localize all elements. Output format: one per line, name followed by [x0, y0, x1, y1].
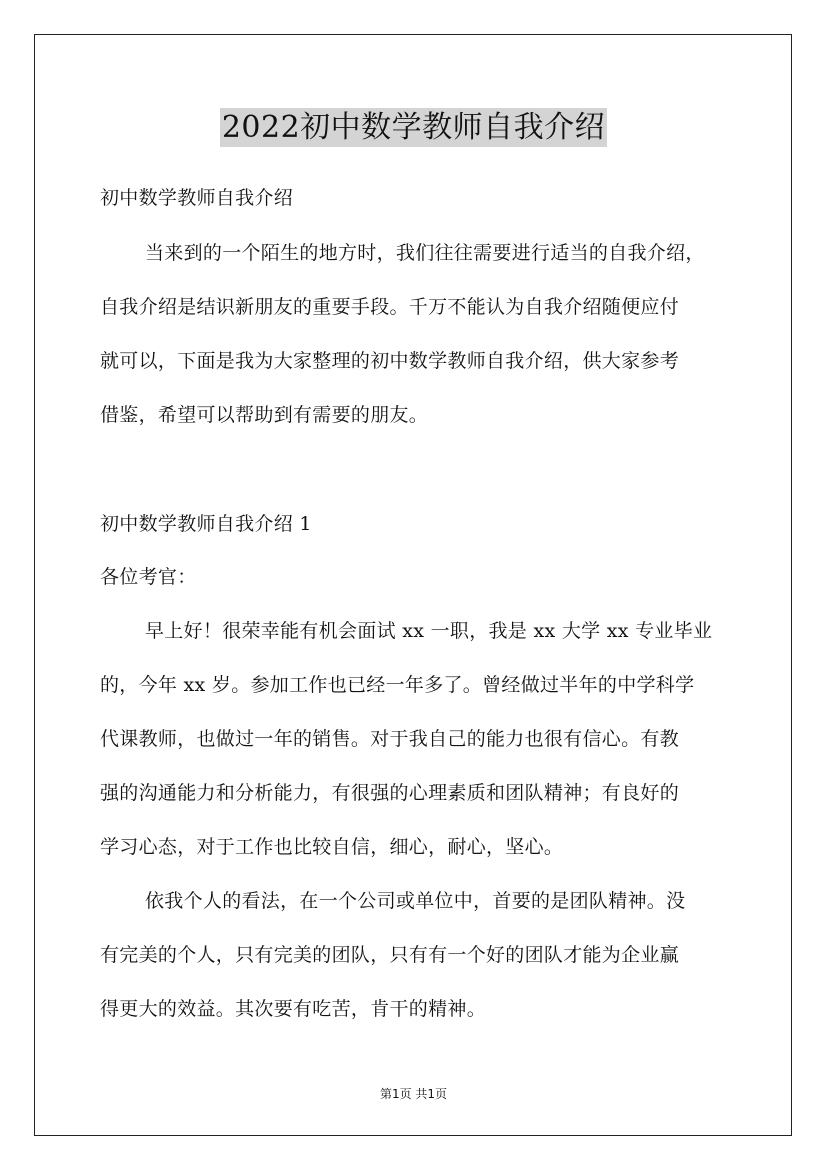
para2-line-3: 得更大的效益。其次要有吃苦，肯干的精神。 — [100, 998, 487, 1020]
para2-line-2: 有完美的个人，只有完美的团队，只有有一个好的团队才能为企业赢 — [100, 944, 680, 966]
section-heading: 初中数学教师自我介绍 1 — [100, 513, 312, 535]
para1-line-3: 代课教师，也做过一年的销售。对于我自己的能力也很有信心。有教 — [100, 728, 680, 750]
page-footer: 第1页 共1页 — [379, 1087, 448, 1101]
subtitle: 初中数学教师自我介绍 — [100, 187, 294, 209]
document-title-wrap — [0, 102, 827, 146]
para1-line-5: 学习心态，对于工作也比较自信，细心，耐心，坚心。 — [100, 836, 564, 858]
para1-line-4: 强的沟通能力和分析能力，有很强的心理素质和团队精神；有良好的 — [100, 782, 680, 804]
greeting: 各位考官： — [100, 566, 197, 588]
para2-line-1: 依我个人的看法，在一个公司或单位中，首要的是团队精神。没 — [145, 890, 686, 912]
intro-line-2: 自我介绍是结识新朋友的重要手段。千万不能认为自我介绍随便应付 — [100, 296, 680, 318]
intro-line-3: 就可以，下面是我为大家整理的初中数学教师自我介绍，供大家参考 — [100, 350, 680, 372]
document-title: 2022初中数学教师自我介绍 — [221, 110, 606, 145]
para1-line-2: 的，今年 xx 岁。参加工作也已经一年多了。曾经做过半年的中学科学 — [100, 674, 695, 696]
intro-line-1: 当来到的一个陌生的地方时，我们往往需要进行适当的自我介绍， — [145, 242, 705, 264]
para1-line-1: 早上好！很荣幸能有机会面试 xx 一职，我是 xx 大学 xx 专业毕业 — [145, 620, 713, 642]
intro-line-4: 借鉴，希望可以帮助到有需要的朋友。 — [100, 404, 429, 426]
